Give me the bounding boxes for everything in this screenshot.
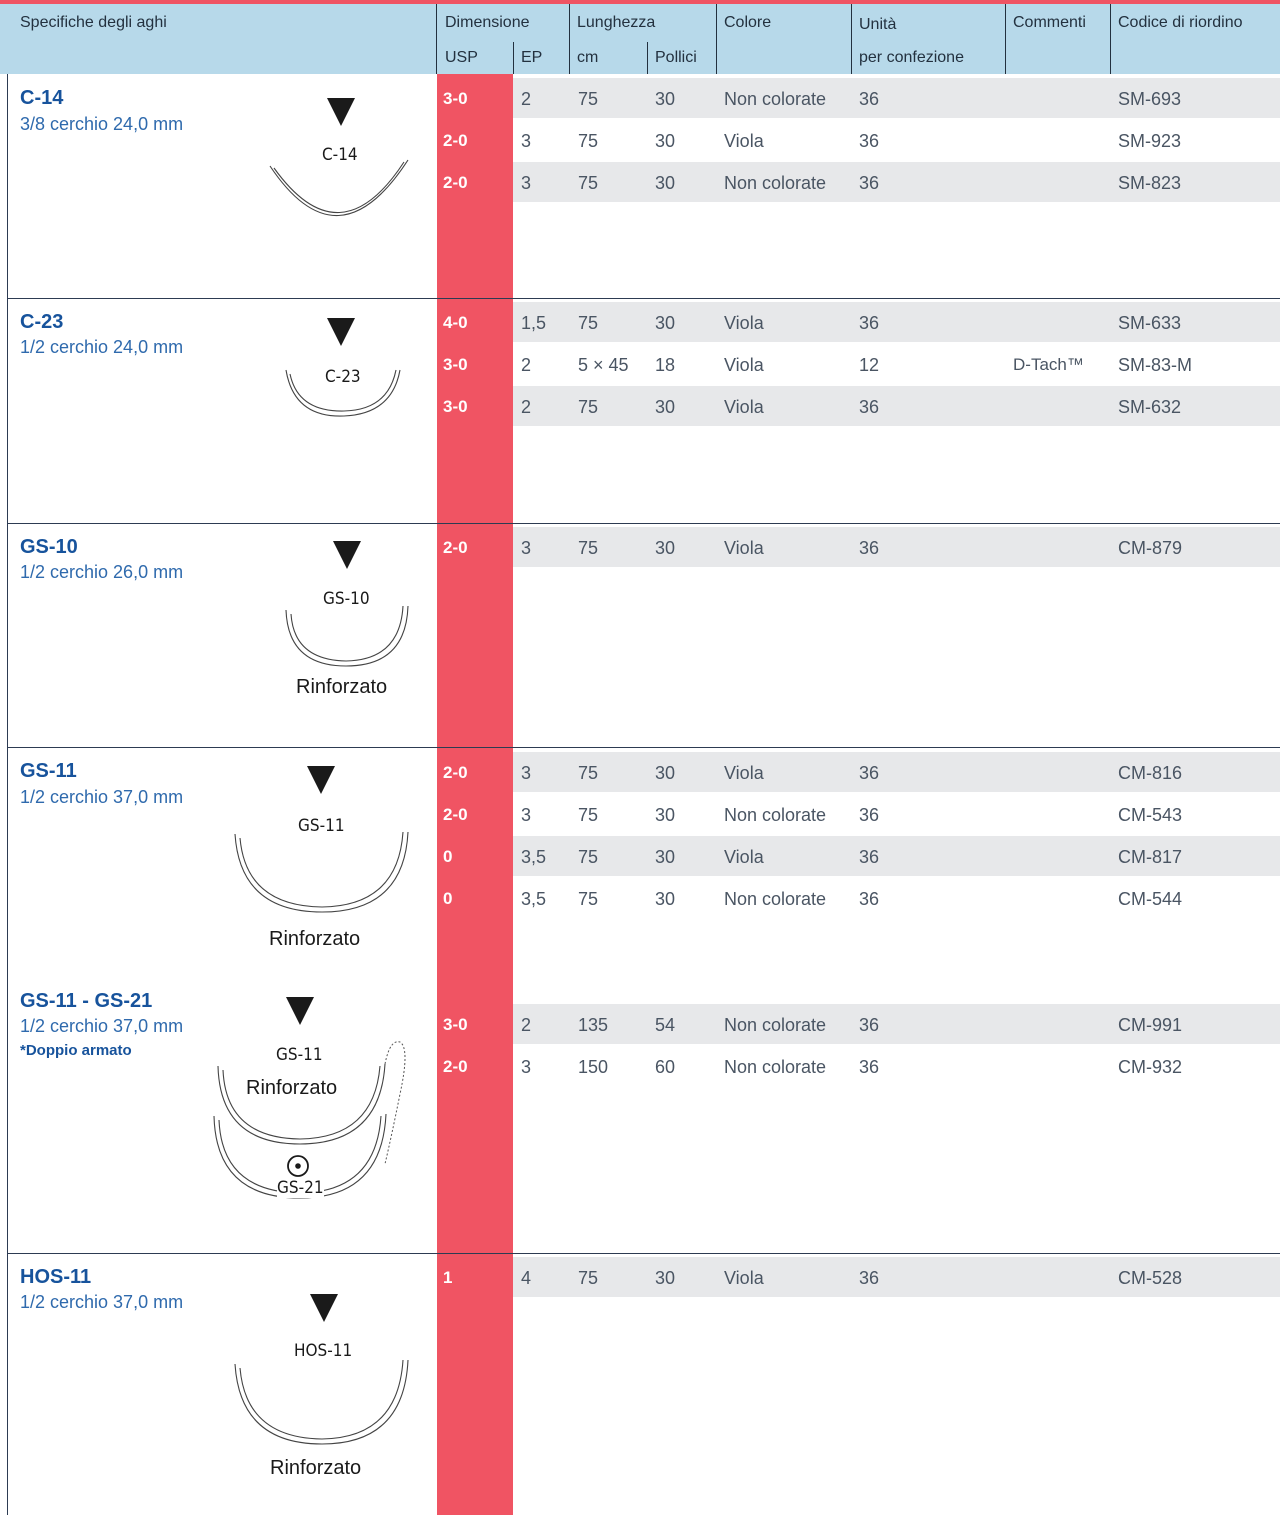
header-per-pack: per confezione (859, 49, 964, 66)
header-ep: EP (521, 49, 543, 66)
cell-ep: 3 (521, 173, 532, 193)
cell-units: 36 (859, 889, 880, 909)
needle-curve-icon (284, 368, 404, 420)
cell-ep: 3 (521, 1057, 532, 1077)
cell-reorder-code: SM-923 (1118, 131, 1182, 151)
cell-usp: 2-0 (443, 1057, 468, 1076)
header-length: Lunghezza (577, 14, 656, 31)
cell-ep: 2 (521, 89, 532, 109)
cell-ep: 3 (521, 538, 532, 558)
cell-usp: 3-0 (443, 355, 468, 374)
cell-usp: 4-0 (443, 313, 468, 332)
cell-length-inches: 60 (655, 1057, 676, 1077)
cell-color: Viola (724, 131, 764, 151)
cell-color: Viola (724, 763, 764, 783)
cell-ep: 4 (521, 1268, 532, 1288)
needle-label: GS-11 (298, 816, 345, 836)
cell-length-cm: 75 (578, 397, 599, 417)
cell-reorder-code: CM-816 (1118, 763, 1183, 783)
cell-color: Viola (724, 313, 764, 333)
cell-length-inches: 30 (655, 1268, 676, 1288)
cell-length-cm: 135 (578, 1015, 609, 1035)
group-separator (8, 1253, 1280, 1254)
header-divider (1110, 4, 1111, 74)
cell-length-cm: 75 (578, 538, 599, 558)
cell-length-inches: 30 (655, 89, 676, 109)
needle-label: GS-21 (277, 1178, 324, 1198)
cell-length-inches: 30 (655, 313, 676, 333)
cell-usp: 0 (443, 847, 453, 866)
triangle-cutting-icon (286, 997, 314, 1025)
cell-units: 36 (859, 763, 880, 783)
cell-reorder-code: SM-823 (1118, 173, 1182, 193)
cell-units: 36 (859, 397, 880, 417)
cell-ep: 2 (521, 397, 532, 417)
cell-usp: 1 (443, 1268, 453, 1287)
cell-units: 36 (859, 313, 880, 333)
cell-length-cm: 75 (578, 889, 599, 909)
needle-label: C-23 (325, 367, 361, 387)
cell-ep: 3 (521, 805, 532, 825)
cell-length-cm: 75 (578, 173, 599, 193)
header-units: Unità (859, 16, 897, 33)
cell-length-cm: 150 (578, 1057, 609, 1077)
header-divider (436, 4, 437, 74)
cell-length-inches: 30 (655, 763, 676, 783)
cell-reorder-code: CM-991 (1118, 1015, 1183, 1035)
cell-units: 36 (859, 89, 880, 109)
cell-length-inches: 30 (655, 131, 676, 151)
header-comments: Commenti (1013, 14, 1086, 31)
usp-highlight-column (437, 74, 513, 1515)
cell-ep: 2 (521, 1015, 532, 1035)
cell-usp: 3-0 (443, 397, 468, 416)
cell-units: 36 (859, 538, 880, 558)
cell-comment: D-Tach™ (1013, 355, 1084, 374)
header-divider (716, 4, 717, 74)
cell-reorder-code: CM-543 (1118, 805, 1183, 825)
cell-length-inches: 30 (655, 889, 676, 909)
cell-color: Viola (724, 1268, 764, 1288)
cell-color: Non colorate (724, 89, 827, 109)
cell-ep: 3,5 (521, 847, 547, 867)
header-inches: Pollici (655, 49, 697, 66)
cell-color: Non colorate (724, 805, 827, 825)
reinforced-label: Rinforzato (296, 676, 388, 698)
cell-usp: 2-0 (443, 131, 468, 150)
reinforced-label: Rinforzato (246, 1077, 338, 1099)
cell-length-cm: 75 (578, 1268, 599, 1288)
cell-units: 36 (859, 1015, 880, 1035)
cell-length-cm: 75 (578, 805, 599, 825)
header-divider (1005, 4, 1006, 74)
needle-spec: 1/2 cerchio 37,0 mm (20, 1016, 184, 1036)
needle-name: C-23 (20, 311, 64, 333)
header-divider (851, 4, 852, 74)
needle-name: GS-11 (20, 760, 77, 782)
cell-units: 36 (859, 1268, 880, 1288)
cell-color: Non colorate (724, 173, 827, 193)
needle-curve-icon (232, 830, 412, 914)
header-divider (647, 42, 648, 74)
needle-spec: 1/2 cerchio 24,0 mm (20, 337, 184, 357)
cell-units: 36 (859, 131, 880, 151)
cell-length-inches: 54 (655, 1015, 676, 1035)
header-color: Colore (724, 14, 772, 31)
cell-color: Viola (724, 847, 764, 867)
needle-label: GS-11 (276, 1045, 323, 1065)
header-reorder: Codice di riordino (1118, 14, 1243, 31)
cell-units: 36 (859, 847, 880, 867)
triangle-cutting-icon (307, 766, 335, 794)
triangle-cutting-icon (327, 98, 355, 126)
header-divider (513, 42, 514, 74)
needle-name: GS-11 - GS-21 (20, 990, 153, 1012)
cell-color: Non colorate (724, 1057, 827, 1077)
needle-label: C-14 (322, 145, 358, 165)
cell-length-cm: 75 (578, 847, 599, 867)
cell-ep: 3,5 (521, 889, 547, 909)
cell-length-inches: 30 (655, 538, 676, 558)
cell-length-cm: 75 (578, 313, 599, 333)
cell-ep: 3 (521, 131, 532, 151)
table-header (0, 4, 1280, 74)
cell-ep: 1,5 (521, 313, 547, 333)
cell-reorder-code: CM-528 (1118, 1268, 1183, 1288)
group-separator (8, 747, 1280, 748)
reinforced-label: Rinforzato (269, 928, 361, 950)
triangle-cutting-icon (310, 1294, 338, 1322)
cell-length-cm: 75 (578, 763, 599, 783)
cell-units: 12 (859, 355, 880, 375)
cell-reorder-code: CM-932 (1118, 1057, 1183, 1077)
cell-color: Viola (724, 397, 764, 417)
needle-curve-icon (268, 158, 413, 218)
cell-length-inches: 30 (655, 173, 676, 193)
taper-point-icon (286, 1154, 310, 1178)
double-armed-note: *Doppio armato (20, 1042, 132, 1059)
group-separator (8, 523, 1280, 524)
cell-length-inches: 30 (655, 805, 676, 825)
header-dimension: Dimensione (445, 14, 530, 31)
group-separator (8, 298, 1280, 299)
cell-color: Viola (724, 538, 764, 558)
cell-length-cm: 5 × 45 (578, 355, 629, 375)
header-cm: cm (577, 49, 599, 66)
needle-name: GS-10 (20, 536, 78, 558)
needle-name: C-14 (20, 87, 64, 109)
needle-spec: 1/2 cerchio 26,0 mm (20, 562, 184, 582)
cell-usp: 3-0 (443, 89, 468, 108)
cell-length-inches: 30 (655, 847, 676, 867)
header-usp: USP (445, 49, 478, 66)
cell-ep: 2 (521, 355, 532, 375)
cell-reorder-code: SM-633 (1118, 313, 1182, 333)
table-left-border (7, 74, 8, 1515)
needle-curve-icon (284, 604, 412, 668)
cell-units: 36 (859, 173, 880, 193)
needle-label: GS-10 (323, 589, 370, 609)
cell-color: Non colorate (724, 889, 827, 909)
needle-spec: 1/2 cerchio 37,0 mm (20, 1292, 184, 1312)
cell-length-cm: 75 (578, 89, 599, 109)
cell-usp: 2-0 (443, 173, 468, 192)
cell-usp: 2-0 (443, 763, 468, 782)
needle-curve-icon (232, 1358, 412, 1446)
header-needle-spec: Specifiche degli aghi (20, 14, 167, 31)
needle-label: HOS-11 (294, 1341, 353, 1361)
needle-spec: 3/8 cerchio 24,0 mm (20, 114, 184, 134)
triangle-cutting-icon (333, 541, 361, 569)
header-divider (569, 4, 570, 74)
cell-units: 36 (859, 805, 880, 825)
needle-name: HOS-11 (20, 1266, 92, 1288)
cell-usp: 2-0 (443, 805, 468, 824)
cell-reorder-code: SM-83-M (1118, 355, 1193, 375)
cell-color: Non colorate (724, 1015, 827, 1035)
cell-length-inches: 30 (655, 397, 676, 417)
cell-reorder-code: CM-879 (1118, 538, 1183, 558)
cell-reorder-code: CM-544 (1118, 889, 1183, 909)
cell-ep: 3 (521, 763, 532, 783)
cell-usp: 0 (443, 889, 453, 908)
reinforced-label: Rinforzato (270, 1457, 362, 1479)
cell-usp: 3-0 (443, 1015, 468, 1034)
cell-reorder-code: SM-632 (1118, 397, 1182, 417)
cell-reorder-code: CM-817 (1118, 847, 1183, 867)
cell-usp: 2-0 (443, 538, 468, 557)
cell-color: Viola (724, 355, 764, 375)
cell-length-cm: 75 (578, 131, 599, 151)
cell-length-inches: 18 (655, 355, 676, 375)
needle-spec: 1/2 cerchio 37,0 mm (20, 787, 184, 807)
cell-units: 36 (859, 1057, 880, 1077)
triangle-cutting-icon (327, 318, 355, 346)
cell-reorder-code: SM-693 (1118, 89, 1182, 109)
